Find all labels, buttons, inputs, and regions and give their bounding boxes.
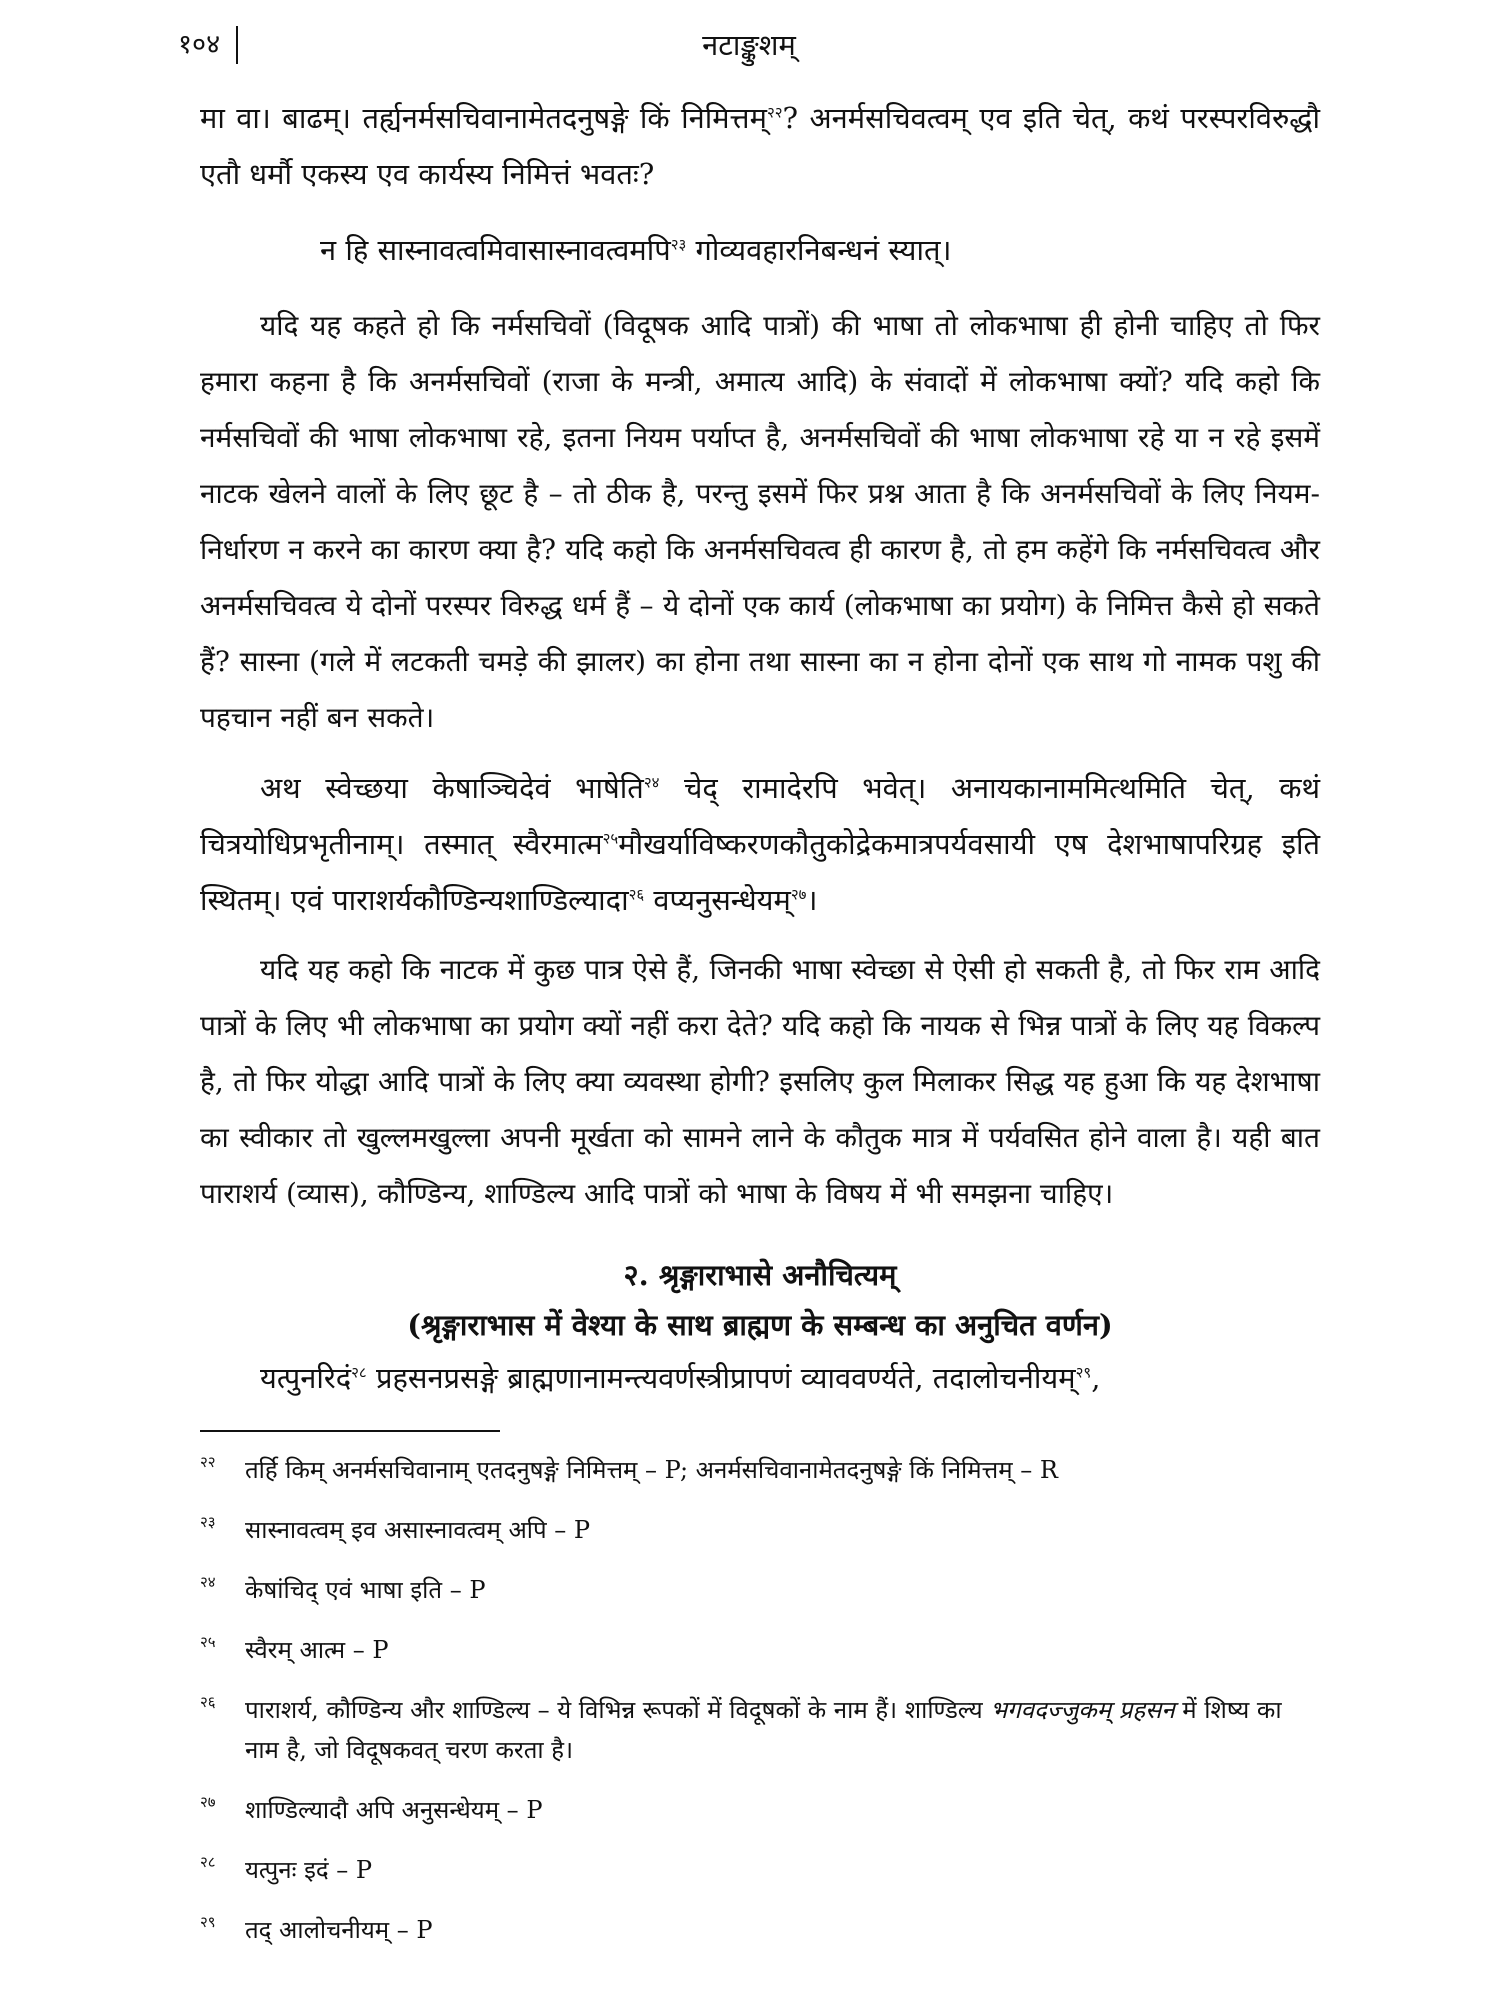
- footnote-ref: २७: [790, 885, 807, 904]
- footnote: २३ सास्नावत्वम् इव असास्नावत्वम् अपि – P: [200, 1510, 1320, 1550]
- page-header: [178, 26, 1320, 68]
- footnote-divider: [200, 1430, 500, 1432]
- page-content: [200, 90, 1320, 1970]
- section-subheading: (श्रृङ्गाराभास में वेश्या के साथ ब्राह्मण के सम्बन्ध का अनुचित वर्णन): [407, 1308, 1113, 1342]
- running-title: नटाङ्कुशम्: [702, 28, 796, 62]
- footnote-number: २६: [200, 1693, 216, 1711]
- footnote-number: २३: [200, 1513, 216, 1531]
- footnote: २९ तद् आलोचनीयम् – P: [200, 1910, 1320, 1950]
- footnote-number: २९: [200, 1913, 216, 1931]
- footnote: २६ पाराशर्य, कौण्डिन्य और शाण्डिल्य – ये विभिन्न रूपकों में विदूषकों के नाम हैं। शाण्डिल्य भगवदज्जुकम् प्रहसन में शिष्य का नाम है, जो विदूषकवत् चरण करता है।: [200, 1690, 1320, 1770]
- section-heading: २. श्रृङ्गाराभासे अनौचित्यम्: [623, 1258, 897, 1292]
- footnote-ref: २६: [628, 885, 645, 904]
- sanskrit-passage-2: अथ स्वेच्छया केषाञ्चिदेवं भाषेति$^{२४}$ चेद् रामादेरपि भवेत्। अनायकानाममित्थमिति चेत्, कथं चित्रयोधिप्रभृतीनाम्। तस्मात् स्वैरमात्म$^{२५}$मौखर्याविष्करणकौतुकोद्रेकमात्रपर्यवसायी एष देशभाषापरिग्रह इति स्थितम्। एवं पाराशर्यकौण्डिन्यशाण्डिल्यादा$^{२६}$ वप्यनुसन्धेयम्$^{२७}$।: [200, 771, 1320, 917]
- footnote-number: २२: [200, 1453, 216, 1471]
- footnotes: [200, 1450, 1320, 1950]
- footnote: २५ स्वैरम् आत्म – P: [200, 1630, 1320, 1670]
- footnote: २४ केषांचिद् एवं भाषा इति – P: [200, 1570, 1320, 1610]
- hindi-translation-1: यदि यह कहते हो कि नर्मसचिवों (विदूषक आदि पात्रों) की भाषा तो लोकभाषा ही होनी चाहिए तो फिर हमारा कहना है कि अनर्मसचिवों (राजा के मन्त्री, अमात्य आदि) के संवादों में लोकभाषा क्यों? यदि कहो कि नर्मसचिवों की भाषा लोकभाषा रहे, इतना नियम पर्याप्त है, अनर्मसचिवों की भाषा लोकभाषा रहे या न रहे इसमें नाटक खेलने वालों के लिए छूट है – तो ठीक है, परन्तु इसमें फिर प्रश्न आता है कि अनर्मसचिवों के लिए नियम-निर्धारण न करने का कारण क्या है? यदि कहो कि अनर्मसचिवत्व ही कारण है, तो हम कहेंगे कि नर्मसचिवत्व और अनर्मसचिवत्व ये दोनों परस्पर विरुद्ध धर्म हैं – ये दोनों एक कार्य (लोकभाषा का प्रयोग) के निमित्त कैसे हो सकते हैं? सास्ना (गले में लटकती चमड़े की झालर) का होना तथा सास्ना का न होना दोनों एक साथ गो नामक पशु की पहचान नहीं बन सकते।: [200, 309, 1320, 734]
- footnote-ref: २५: [602, 829, 619, 848]
- footnote-ref: २३: [670, 235, 687, 254]
- footnote-ref: २८: [351, 1363, 367, 1382]
- hindi-translation-2: यदि यह कहो कि नाटक में कुछ पात्र ऐसे हैं, जिनकी भाषा स्वेच्छा से ऐसी हो सकती है, तो फिर राम आदि पात्रों के लिए भी लोकभाषा का प्रयोग क्यों नहीं करा देते? यदि कहो कि नायक से भिन्न पात्रों के लिए यह विकल्प है, तो फिर योद्धा आदि पात्रों के लिए क्या व्यवस्था होगी? इसलिए कुल मिलाकर सिद्ध यह हुआ कि यह देशभाषा का स्वीकार तो खुल्लमखुल्ला अपनी मूर्खता को सामने लाने के कौतुक मात्र में पर्यवसित होने वाला है। यही बात पाराशर्य (व्यास), कौण्डिन्य, शाण्डिल्य आदि पात्रों को भाषा के विषय में भी समझना चाहिए।: [200, 953, 1320, 1210]
- footnote-ref: २४: [643, 773, 660, 792]
- footnote: २७ शाण्डिल्यादौ अपि अनुसन्धेयम् – P: [200, 1790, 1320, 1830]
- page-number: १०४: [178, 26, 238, 64]
- verse-line: न हि सास्नावत्वमिवासास्नावत्वमपि$^{२३}$ गोव्यवहारनिबन्धनं स्यात्।: [320, 233, 952, 267]
- footnote-number: २५: [200, 1633, 216, 1651]
- sanskrit-passage-1: मा वा। बाढम्। तर्ह्यनर्मसचिवानामेतदनुषङ्गे किं निमित्तम्$^{२२}$? अनर्मसचिवत्वम् एव इति चेत्, कथं परस्परविरुद्धौ एतौ धर्मौ एकस्य एव कार्यस्य निमित्तं भवतः?: [200, 101, 1320, 191]
- footnote: २८ यत्पुनः इदं – P: [200, 1850, 1320, 1890]
- footnote-ref: २९: [1075, 1363, 1092, 1382]
- footnote-number: २७: [200, 1793, 216, 1811]
- footnote: २२ तर्हि किम् अनर्मसचिवानाम् एतदनुषङ्गे निमित्तम् – P; अनर्मसचिवानामेतदनुषङ्गे किं निमित्तम् – R: [200, 1450, 1320, 1490]
- footnote-number: २४: [200, 1573, 216, 1591]
- footnote-number: २८: [200, 1853, 216, 1871]
- sanskrit-passage-3: यत्पुनरिदं$^{२८}$ प्रहसनप्रसङ्गे ब्राह्मणानामन्त्यवर्णस्त्रीप्रापणं व्याववर्ण्यते, तदालोचनीयम्$^{२९}$,: [260, 1361, 1101, 1395]
- footnote-ref: २२: [766, 103, 783, 122]
